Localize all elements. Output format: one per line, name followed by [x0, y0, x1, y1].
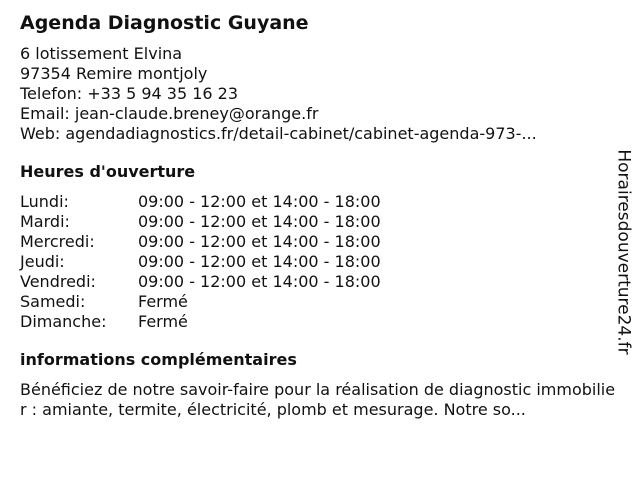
hours-time: 09:00 - 12:00 et 14:00 - 18:00: [138, 212, 381, 231]
phone-line: Telefon: +33 5 94 35 16 23: [20, 84, 239, 103]
opening-hours-table: [20, 192, 381, 332]
email-line: Email: jean-claude.breney@orange.fr: [20, 104, 319, 123]
hours-day: Vendredi:: [20, 272, 96, 291]
hours-time: 09:00 - 12:00 et 14:00 - 18:00: [138, 272, 381, 291]
address-line-2: 97354 Remire montjoly: [20, 64, 208, 83]
hours-row: [20, 272, 381, 292]
hours-row: [20, 192, 381, 212]
hours-row: [20, 252, 381, 272]
hours-day: Dimanche:: [20, 312, 107, 331]
hours-row: [20, 232, 381, 252]
hours-time: 09:00 - 12:00 et 14:00 - 18:00: [138, 252, 381, 271]
brand-watermark-text: Horairesdouverture24.fr: [614, 149, 634, 355]
hours-day: Samedi:: [20, 292, 86, 311]
hours-day: Jeudi:: [20, 252, 65, 271]
web-line: Web: agendadiagnostics.fr/detail-cabinet/cabinet-agenda-973-...: [20, 124, 537, 143]
additional-info-text: Bénéficiez de notre savoir-faire pour la réalisation de diagnostic immobilier : amiante, termite, électricité, plomb et mesurage. Notre so...: [20, 380, 616, 419]
hours-day: Mercredi:: [20, 232, 95, 251]
opening-hours-heading: Heures d'ouverture: [20, 162, 196, 181]
address-line-1: 6 lotissement Elvina: [20, 44, 183, 63]
hours-row: [20, 292, 381, 312]
brand-watermark: [612, 134, 636, 370]
hours-time: 09:00 - 12:00 et 14:00 - 18:00: [138, 192, 381, 211]
hours-row: [20, 312, 381, 332]
hours-row: [20, 212, 381, 232]
hours-time: Fermé: [138, 292, 188, 311]
hours-day: Mardi:: [20, 212, 70, 231]
hours-time: Fermé: [138, 312, 188, 331]
hours-time: 09:00 - 12:00 et 14:00 - 18:00: [138, 232, 381, 251]
business-card: [20, 10, 616, 420]
business-name: Agenda Diagnostic Guyane: [20, 12, 309, 34]
additional-info-heading: informations complémentaires: [20, 350, 297, 369]
hours-day: Lundi:: [20, 192, 69, 211]
